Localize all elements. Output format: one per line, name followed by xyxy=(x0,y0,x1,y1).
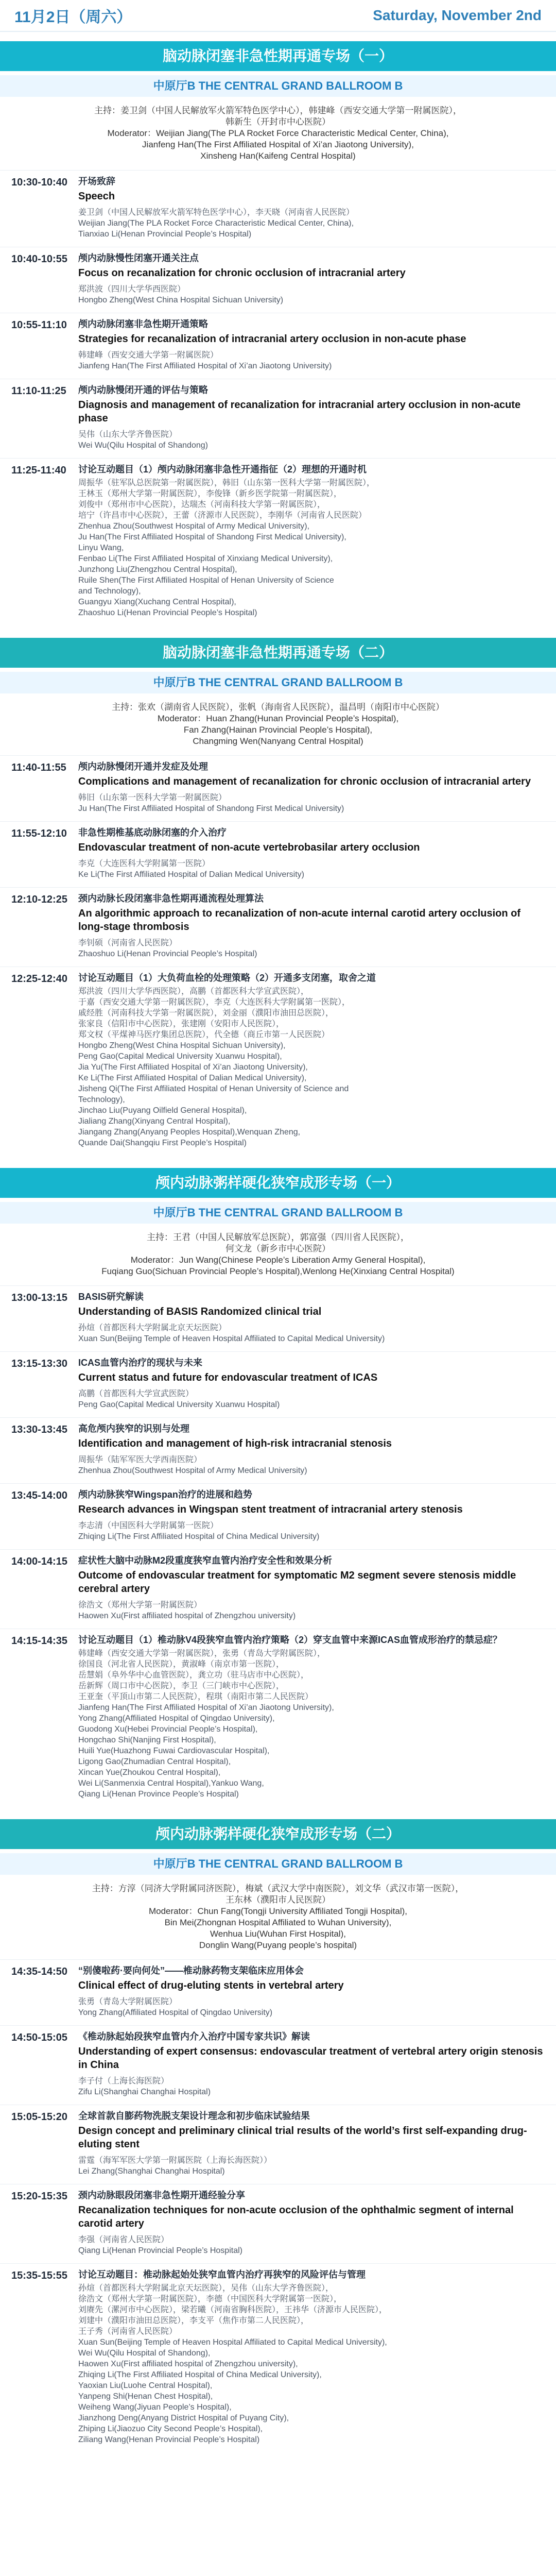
speakers xyxy=(78,350,545,371)
talk-row xyxy=(0,379,556,458)
talk-title-cn: 颈内动脉长段闭塞非急性期再通流程处理算法 xyxy=(78,893,264,904)
speaker-line: Linyu Wang, xyxy=(78,544,124,552)
talk-time: 14:35-14:50 xyxy=(11,1966,67,1977)
speaker-line: Technology), xyxy=(78,1095,125,1104)
speaker-line: 李克（大连医科大学附属第一医院） xyxy=(78,859,211,868)
talk-time: 11:55-12:10 xyxy=(11,828,67,839)
talk-time: 10:30-10:40 xyxy=(11,177,67,188)
speaker-line: Qiang Li(Henan Province People’s Hospital) xyxy=(78,1790,239,1799)
speakers xyxy=(78,1388,545,1410)
speakers xyxy=(78,1454,545,1476)
talk-time: 11:10-11:25 xyxy=(11,385,66,397)
talk-title-en: Outcome of endovascular treatment for symptomatic M2 segment severe stenosis middle cerebral artery xyxy=(78,1570,516,1595)
speaker-line: and Technology), xyxy=(78,587,141,596)
speakers xyxy=(78,2234,545,2256)
talk-time: 14:15-14:35 xyxy=(11,1635,67,1647)
talk-title-cn: 高危颅内狭窄的识别与处理 xyxy=(78,1423,189,1434)
talk-row xyxy=(0,1483,556,1549)
talk-time: 14:50-15:05 xyxy=(11,2032,67,2043)
talk-row xyxy=(0,755,556,821)
speaker-line: 高鹏（首都医科大学宣武医院） xyxy=(78,1389,194,1398)
talk-row xyxy=(0,2025,556,2105)
talk-title-cn: 讨论互动题目：椎动脉起始处狭窄血管内治疗再狭窄的风险评估与管理 xyxy=(78,2269,366,2280)
talk-time: 11:25-11:40 xyxy=(11,465,66,476)
speaker-line: Wei Wu(Qilu Hospital of Shandong), xyxy=(78,2349,211,2358)
speaker-line: Jianzhong Deng(Anyang District Hospital of Puyang City), xyxy=(78,2414,289,2422)
speaker-line: 于嘉（西安交通大学第一附属医院），李克（大连医科大学附属第一医院）， xyxy=(78,998,351,1007)
speaker-line: Zhenhua Zhou(Southwest Hospital of Army Medical University), xyxy=(78,522,310,531)
speaker-line: Jisheng Qi(The First Affiliated Hospital of Henan University of Science and xyxy=(78,1084,349,1093)
speaker-line: Yong Zhang(Affiliated Hospital of Qingdao University) xyxy=(78,2008,273,2017)
room-label: 中原厅B THE CENTRAL GRAND BALLROOM B xyxy=(0,672,556,693)
talk-title-cn: 颅内动脉慢闭开通并发症及处理 xyxy=(78,761,208,772)
talk-time: 15:35-15:55 xyxy=(11,2270,67,2281)
speaker-line: Yong Zhang(Affiliated Hospital of Qingdao University), xyxy=(78,1714,275,1723)
talk-title-en: Understanding of expert consensus: endovascular treatment of vertebral artery origin stenosis in China xyxy=(78,2046,543,2071)
talk-content xyxy=(78,1965,545,2018)
moderators xyxy=(0,693,556,755)
session-block xyxy=(0,638,556,1156)
talk-row xyxy=(0,2184,556,2263)
talk-row xyxy=(0,1959,556,2025)
speaker-line: Ruile Shen(The First Affiliated Hospital of Henan University of Science xyxy=(78,576,334,585)
sections-container xyxy=(0,41,556,2452)
speaker-line: Zhiqing Li(The First Affiliated Hospital of China Medical University) xyxy=(78,1532,320,1541)
talk-time: 14:00-14:15 xyxy=(11,1556,67,1567)
talk-title-cn: 非急性期椎基底动脉闭塞的介入治疗 xyxy=(78,827,227,838)
speaker-line: 韩建峰（西安交通大学第一附属医院） xyxy=(78,351,219,360)
speaker-line: 郑文权（平煤神马医疗集团总医院），代全德（商丘市第一人民医院） xyxy=(78,1030,330,1039)
talk-content xyxy=(78,1357,545,1410)
speaker-line: 姜卫剑（中国人民解放军火箭军特色医学中心），李天晓（河南省人民医院） xyxy=(78,208,355,217)
talk-content xyxy=(78,464,545,618)
talk-title-en: Design concept and preliminary clinical trial results of the world’s first self-expanding drug-eluting stent xyxy=(78,2125,527,2150)
talk-time: 10:40-10:55 xyxy=(11,253,67,265)
speaker-line: Huili Yue(Huazhong Fuwai Cardiovascular Hospital), xyxy=(78,1747,270,1755)
talk-title-en: Diagnosis and management of recanalization for intracranial artery occlusion in non-acute phase xyxy=(78,399,521,424)
moderator-line: Moderator：Chun Fang(Tongji University Affiliated Tongji Hospital), xyxy=(148,1906,408,1916)
talk-content xyxy=(78,2190,545,2256)
speaker-line: Ju Han(The First Affiliated Hospital of Shandong First Medical University) xyxy=(78,804,344,813)
talk-content xyxy=(78,1489,545,1542)
section-title: 脑动脉闭塞非急性期再通专场（一） xyxy=(0,41,556,71)
talk-title-cn: 颅内动脉慢性闭塞开通关注点 xyxy=(78,253,199,263)
talk-title-en: Complications and management of recanalization for chronic occlusion of intracranial artery xyxy=(78,776,531,787)
talk-row xyxy=(0,1417,556,1483)
speaker-line: Ziliang Wang(Henan Provincial People’s Hospital) xyxy=(78,2435,260,2444)
speaker-line: Zhiping Li(Jiaozuo City Second People’s Hospital), xyxy=(78,2425,263,2433)
section-title: 颅内动脉粥样硬化狭窄成形专场（二） xyxy=(0,1819,556,1849)
speaker-line: Quande Dai(Shangqiu First People’s Hospital) xyxy=(78,1139,247,1147)
speaker-line: Wei Li(Sanmenxia Central Hospital),Yankuo Wang, xyxy=(78,1779,264,1788)
speaker-line: Ke Li(The First Affiliated Hospital of Dalian Medical University) xyxy=(78,870,304,879)
speakers xyxy=(78,284,545,306)
moderator-line: 主持：姜卫剑（中国人民解放军火箭军特色医学中心），韩建峰（西安交通大学第一附属医院）， xyxy=(94,106,462,115)
speaker-line: Hongchao Shi(Nanjing First Hospital), xyxy=(78,1736,216,1744)
talk-title-cn: 讨论互动题目（1）大负荷血栓的处理策略（2）开通多支闭塞，取舍之道 xyxy=(78,973,376,983)
talk-title-cn: 症状性大脑中动脉M2段重度狭窄血管内治疗安全性和效果分析 xyxy=(78,1555,333,1566)
speaker-line: Jiangang Zhang(Anyang Peoples Hospital),Wenquan Zheng, xyxy=(78,1128,301,1137)
talk-time: 13:45-14:00 xyxy=(11,1490,67,1501)
speaker-line: 李钊硕（河南省人民医院） xyxy=(78,939,178,947)
speaker-line: 李志清（中国医科大学附属第一医院） xyxy=(78,1521,219,1530)
speaker-line: 培宁（许昌市中心医院），王蕾（济源市人民医院），李刚华（河南省人民医院） xyxy=(78,511,367,520)
talk-content xyxy=(78,1555,545,1621)
speaker-line: Xincan Yue(Zhoukou Central Hospital), xyxy=(78,1768,221,1777)
speaker-line: 周振华（驻军队总医院第一附属医院），韩旧（山东第一医科大学第一附属医院）， xyxy=(78,479,375,487)
speaker-line: Guangyu Xiang(Xuchang Central Hospital), xyxy=(78,598,236,606)
speakers xyxy=(78,858,545,880)
talk-title-cn: 颅内动脉慢闭开通的评估与策略 xyxy=(78,385,208,395)
speaker-line: Yanpeng Shi(Henan Chest Hospital), xyxy=(78,2392,213,2401)
talk-row xyxy=(0,1549,556,1629)
talk-title-cn: 开场致辞 xyxy=(78,176,115,187)
moderator-line: Fan Zhang(Hainan Provincial People’s Hospital), xyxy=(183,725,373,735)
section-title: 脑动脉闭塞非急性期再通专场（二） xyxy=(0,638,556,668)
speakers xyxy=(78,986,545,1148)
talk-content xyxy=(78,972,545,1148)
talk-row xyxy=(0,170,556,247)
talk-row xyxy=(0,967,556,1156)
speaker-line: Haowen Xu(First affiliated hospital of Zhengzhou university), xyxy=(78,2360,298,2368)
speaker-line: 孙煊（首都医科大学附属北京天坛医院），吴伟（山东大学齐鲁医院）， xyxy=(78,2284,334,2293)
speaker-line: 郑洪波（四川大学华西医院） xyxy=(78,285,186,294)
date-cn: 11月2日（周六） xyxy=(14,9,132,26)
talk-time: 10:55-11:10 xyxy=(11,319,67,331)
moderator-line: Jianfeng Han(The First Affiliated Hospital of Xi’an Jiaotong University), xyxy=(142,140,414,149)
speaker-line: Xuan Sun(Beijing Temple of Heaven Hospital Affiliated to Capital Medical University), xyxy=(78,2338,387,2347)
talk-content xyxy=(78,893,545,959)
talk-title-cn: 颅内动脉闭塞非急性期开通策略 xyxy=(78,319,208,329)
moderator-line: Donglin Wang(Puyang people’s hospital) xyxy=(199,1940,357,1950)
speaker-line: Jia Yu(The First Affiliated Hospital of Xi’an Jiaotong University), xyxy=(78,1063,308,1072)
speaker-line: 李强（河南省人民医院） xyxy=(78,2235,169,2244)
talk-title-cn: 《椎动脉起始段狭窄血管内介入治疗中国专家共识》解读 xyxy=(78,2031,310,2042)
speaker-line: 张勇（青岛大学附属医院） xyxy=(78,1997,178,2006)
talk-content xyxy=(78,318,545,371)
talk-time: 11:40-11:55 xyxy=(11,762,66,773)
speaker-line: Ju Han(The First Affiliated Hospital of Shandong First Medical University), xyxy=(78,533,346,541)
speaker-line: 岳新辉（周口市中心医院），李卫（三门峡市中心医院）， xyxy=(78,1682,285,1690)
talk-content xyxy=(78,252,545,306)
talk-row xyxy=(0,887,556,967)
speaker-line: 孙煊（首都医科大学附属北京天坛医院） xyxy=(78,1324,227,1332)
date-en: Saturday, November 2nd xyxy=(373,7,542,23)
talk-row xyxy=(0,458,556,625)
talk-time: 13:15-13:30 xyxy=(11,1358,67,1369)
speaker-line: Hongbo Zheng(West China Hospital Sichuan University) xyxy=(78,296,284,304)
moderator-line: 主持：张欢（湖南省人民医院），张帆（海南省人民医院），温昌明（南阳市中心医院） xyxy=(112,702,444,712)
talk-content xyxy=(78,1291,545,1344)
moderator-line: Xinsheng Han(Kaifeng Central Hospital) xyxy=(200,151,356,161)
moderator-line: Bin Mei(Zhongnan Hospital Affiliated to Wuhan University), xyxy=(164,1918,392,1927)
talk-row xyxy=(0,2263,556,2452)
talk-title-cn: 讨论互动题目（1）椎动脉V4段狭窄血管内治疗策略（2）穿支血管中来源ICAS血管成形治疗的禁忌症？ xyxy=(78,1635,502,1645)
speaker-line: Qiang Li(Henan Provincial People’s Hospital) xyxy=(78,2246,242,2255)
speaker-line: 周振华（陆军军医大学西南医院） xyxy=(78,1455,202,1464)
speakers xyxy=(78,1600,545,1621)
speaker-line: Yaoxian Liu(Luohe Central Hospital), xyxy=(78,2381,213,2390)
speaker-line: 岳慧娟（阜外华中心血管医院），龚立功（驻马店市中心医院）， xyxy=(78,1671,309,1680)
moderators xyxy=(0,1224,556,1285)
speaker-line: Fenbao Li(The First Affiliated Hospital of Xinxiang Medical University), xyxy=(78,554,333,563)
talk-title-en: Endovascular treatment of non-acute vertebrobasilar artery occlusion xyxy=(78,842,420,853)
talk-row xyxy=(0,821,556,887)
talk-title-cn: ICAS血管内治疗的现状与未来 xyxy=(78,1358,203,1368)
speaker-line: 王亚奎（平顶山市第二人民医院），程琪（南阳市第二人民医院） xyxy=(78,1692,314,1701)
talk-title-en: An algorithmic approach to recanalization of non-acute internal carotid artery occlusion of long-stage thrombosis xyxy=(78,908,521,933)
moderator-line: 主持：方淳（同济大学附属同济医院），梅斌（武汉大学中南医院），刘文华（武汉市第一医院）， xyxy=(92,1884,464,1893)
talk-title-en: Strategies for recanalization of intracranial artery occlusion in non-acute phase xyxy=(78,333,466,345)
speaker-line: 徐浩文（郑州大学第一附属医院） xyxy=(78,1601,202,1609)
talk-title-en: Clinical effect of drug-eluting stents in vertebral artery xyxy=(78,1980,344,1991)
talk-title-en: Current status and future for endovascular treatment of ICAS xyxy=(78,1372,378,1383)
speaker-line: Wei Wu(Qilu Hospital of Shandong) xyxy=(78,441,208,450)
moderator-line: Fuqiang Guo(Sichuan Provincial People’s Hospital),Wenlong He(Xinxiang Central Hospital) xyxy=(101,1266,455,1276)
speaker-line: Ligong Gao(Zhumadian Central Hospital), xyxy=(78,1757,231,1766)
speaker-line: Weijian Jiang(The PLA Rocket Force Characteristic Medical Center, China), xyxy=(78,219,354,228)
speaker-line: Weiheng Wang(Jiyuan People’s Hospital), xyxy=(78,2403,232,2412)
moderator-line: 王东林（濮阳市人民医院） xyxy=(225,1895,331,1905)
moderators xyxy=(0,1875,556,1959)
talk-time: 15:20-15:35 xyxy=(11,2191,67,2202)
speaker-line: Zhaoshuo Li(Henan Provincial People’s Hospital) xyxy=(78,950,257,958)
moderator-line: Wenhua Liu(Wuhan First Hospital), xyxy=(210,1929,346,1939)
talk-row xyxy=(0,313,556,379)
speaker-line: Peng Gao(Capital Medical University Xuanwu Hospital), xyxy=(78,1052,282,1061)
speakers xyxy=(78,1520,545,1542)
speaker-line: Jialiang Zhang(Xinyang Central Hospital), xyxy=(78,1117,231,1126)
talk-title-en: Speech xyxy=(78,191,115,202)
session-block xyxy=(0,41,556,625)
speakers xyxy=(78,2155,545,2177)
talk-row xyxy=(0,247,556,313)
moderator-line: 主持：王君（中国人民解放军总医院），郭富强（四川省人民医院）， xyxy=(147,1232,409,1242)
speaker-line: 韩建峰（西安交通大学第一附属医院），张勇（青岛大学附属医院）， xyxy=(78,1649,326,1658)
speaker-line: Guodong Xu(Hebei Provincial People’s Hospital), xyxy=(78,1725,258,1734)
talk-content xyxy=(78,2110,545,2177)
talk-time: 15:05-15:20 xyxy=(11,2111,67,2123)
speaker-line: 王子秀（河南省人民医院） xyxy=(78,2327,178,2336)
room-label: 中原厅B THE CENTRAL GRAND BALLROOM B xyxy=(0,75,556,97)
speaker-line: Tianxiao Li(Henan Provincial People’s Hospital) xyxy=(78,230,252,239)
speaker-line: 李子付（上海长海医院） xyxy=(78,2077,169,2086)
date-bar xyxy=(0,0,556,32)
moderator-line: Moderator：Jun Wang(Chinese People’s Liberation Army General Hospital), xyxy=(130,1255,426,1265)
talk-time: 12:25-12:40 xyxy=(11,973,67,985)
talk-content xyxy=(78,761,545,814)
speaker-line: 徐国良（河北省人民医院），黄淑峰（南京市第一医院）， xyxy=(78,1660,285,1669)
moderator-line: Moderator：Huan Zhang(Hunan Provincial People’s Hospital), xyxy=(157,714,399,723)
talk-title-cn: 全球首款自膨药物洗脱支架设计理念和初步临床试验结果 xyxy=(78,2111,310,2121)
moderator-line: 韩新生（开封市中心医院） xyxy=(225,117,331,127)
talk-title-en: Focus on recanalization for chronic occlusion of intracranial artery xyxy=(78,267,406,279)
speaker-line: Junzhong Liu(Zhengzhou Central Hospital), xyxy=(78,565,237,574)
talk-title-en: Recanalization techniques for non-acute occlusion of the ophthalmic segment of internal carotid artery xyxy=(78,2205,514,2229)
speaker-line: 戚经胜（河南科技大学第一附属医院），刘金丽（濮阳市油田总医院）， xyxy=(78,1009,334,1018)
speaker-line: 张家良（信阳市中心医院），张建刚（安阳市人民医院）， xyxy=(78,1020,285,1028)
talk-row xyxy=(0,1629,556,1807)
session-block xyxy=(0,1168,556,1807)
talk-row xyxy=(0,1351,556,1417)
speakers xyxy=(78,1323,545,1344)
speakers xyxy=(78,429,545,451)
moderator-line: Moderator：Weijian Jiang(The PLA Rocket Force Characteristic Medical Center, China), xyxy=(107,128,449,138)
moderators xyxy=(0,97,556,170)
speaker-line: 韩旧（山东第一医科大学第一附属医院） xyxy=(78,793,227,802)
speaker-line: Zhenhua Zhou(Southwest Hospital of Army Medical University) xyxy=(78,1466,307,1475)
talk-title-cn: 颈内动脉眼段闭塞非急性期开通经验分享 xyxy=(78,2190,245,2200)
talk-content xyxy=(78,2269,545,2445)
speaker-line: 郑洪波（四川大学华西医院），高鹏（首都医科大学宣武医院）， xyxy=(78,987,309,996)
talk-title-en: Understanding of BASIS Randomized clinical trial xyxy=(78,1306,322,1317)
talk-content xyxy=(78,176,545,240)
talk-content xyxy=(78,384,545,451)
session-block xyxy=(0,1819,556,2452)
speaker-line: 徐浩文（郑州大学第一附属医院），李德（中国医科大学附属第一医院）， xyxy=(78,2295,342,2303)
speaker-line: Jinchao Liu(Puyang Oilfield General Hospital), xyxy=(78,1106,247,1115)
talk-time: 13:00-13:15 xyxy=(11,1292,67,1303)
speakers xyxy=(78,2283,545,2445)
talk-row xyxy=(0,2105,556,2184)
talk-row xyxy=(0,1285,556,1351)
speakers xyxy=(78,207,545,240)
speaker-line: 刘赓先（漯河市中心医院），梁若曦（河南省胸科医院），王祎华（济源市人民医院）， xyxy=(78,2306,388,2314)
speaker-line: Jianfeng Han(The First Affiliated Hospital of Xi’an Jiaotong University), xyxy=(78,1703,334,1712)
speaker-line: Jianfeng Han(The First Affiliated Hospital of Xi’an Jiaotong University) xyxy=(78,362,332,370)
talk-title-cn: BASIS研究解读 xyxy=(78,1292,144,1302)
talk-content xyxy=(78,2031,545,2097)
speaker-line: Haowen Xu(First affiliated hospital of Zhengzhou university) xyxy=(78,1612,296,1620)
speakers xyxy=(78,1648,545,1800)
section-title: 颅内动脉粥样硬化狭窄成形专场（一） xyxy=(0,1168,556,1198)
speaker-line: Zhaoshuo Li(Henan Provincial People’s Hospital) xyxy=(78,608,257,617)
speakers xyxy=(78,1996,545,2018)
speaker-line: 王林玉（郑州大学第一附属医院），李俊锋（新乡医学院第一附属医院）， xyxy=(78,489,342,498)
speakers xyxy=(78,478,545,618)
talk-title-en: Research advances in Wingspan stent treatment of intracranial artery stenosis xyxy=(78,1504,463,1515)
talk-content xyxy=(78,1423,545,1476)
talk-title-cn: 讨论互动题目（1）颅内动脉闭塞非急性开通指征（2）理想的开通时机 xyxy=(78,464,367,474)
speakers xyxy=(78,2076,545,2097)
speaker-line: Hongbo Zheng(West China Hospital Sichuan University), xyxy=(78,1041,286,1050)
talk-time: 13:30-13:45 xyxy=(11,1424,67,1435)
talk-title-cn: 颅内动脉狭窄Wingspan治疗的进展和趋势 xyxy=(78,1489,252,1500)
moderator-line: 何文龙（新乡市中心医院） xyxy=(225,1244,331,1253)
talk-title-cn: “别傻啦药·要向何处”——椎动脉药物支架临床应用体会 xyxy=(78,1965,304,1976)
speaker-line: Xuan Sun(Beijing Temple of Heaven Hospital Affiliated to Capital Medical University) xyxy=(78,1334,385,1343)
speaker-line: Zhiqing Li(The First Affiliated Hospital of China Medical University), xyxy=(78,2370,322,2379)
speaker-line: 刘建中（濮阳市油田总医院），李支平（焦作市第二人民医院）， xyxy=(78,2316,309,2325)
speaker-line: 雷霆（海军军医大学第一附属医院（上海长海医院）） xyxy=(78,2156,272,2165)
speakers xyxy=(78,938,545,959)
speaker-line: Ke Li(The First Affiliated Hospital of Dalian Medical University), xyxy=(78,1074,307,1082)
moderator-line: Changming Wen(Nanyang Central Hospital) xyxy=(193,736,363,746)
talk-content xyxy=(78,827,545,880)
talk-content xyxy=(78,1634,545,1800)
speaker-line: 吴伟（山东大学齐鲁医院） xyxy=(78,430,178,439)
speaker-line: Zifu Li(Shanghai Changhai Hospital) xyxy=(78,2088,211,2096)
room-label: 中原厅B THE CENTRAL GRAND BALLROOM B xyxy=(0,1853,556,1875)
speaker-line: Peng Gao(Capital Medical University Xuanwu Hospital) xyxy=(78,1400,280,1409)
speaker-line: Lei Zhang(Shanghai Changhai Hospital) xyxy=(78,2167,225,2176)
speaker-line: 刘俊中（郑州市中心医院），达瑞杰（河南科技大学第一附属医院）， xyxy=(78,500,326,509)
room-label: 中原厅B THE CENTRAL GRAND BALLROOM B xyxy=(0,1202,556,1224)
talk-time: 12:10-12:25 xyxy=(11,894,67,905)
talk-title-en: Identification and management of high-risk intracranial stenosis xyxy=(78,1438,392,1449)
speakers xyxy=(78,792,545,814)
